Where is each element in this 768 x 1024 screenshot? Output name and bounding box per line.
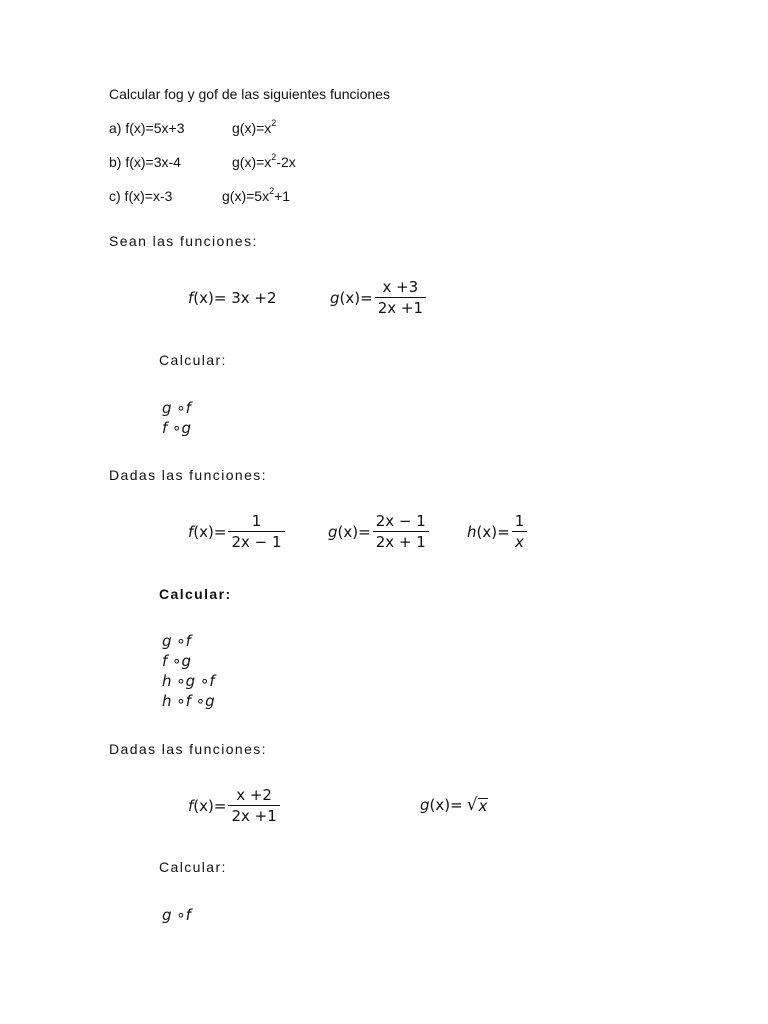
composition-item: h ∘g ∘f [162, 672, 215, 690]
composition-item: g ∘f [162, 632, 191, 650]
section2-g-fraction: $\frac{2x - 1}{2x + 1}$ [373, 512, 429, 551]
section3-heading: Dadas las funciones: [109, 741, 267, 757]
radical-icon: √ [466, 794, 478, 815]
section1-g-formula: g (x) = $\frac{x +3}{2x +1}$ [330, 278, 428, 317]
section2-f-formula: f (x) = $\frac{1}{2x - 1}$ [188, 512, 287, 551]
section1-f-formula: f (x) = 3x +2 [188, 289, 277, 307]
problem-a-g: $g(x)=x^2$ [232, 118, 277, 136]
problem-b-f: b) f(x)=3x-4 [109, 154, 181, 170]
section1-g-fraction: $\frac{x +3}{2x +1}$ [375, 278, 426, 317]
problem-c-g: $g(x)=5x^2+1$ [222, 186, 291, 204]
section1-compositions [162, 398, 191, 438]
section3-f-formula: f (x) = $\frac{x +2}{2x +1}$ [188, 786, 282, 825]
sqrt-expression: √ x [466, 794, 488, 815]
section3-calc-label: Calcular: [159, 859, 227, 875]
section3-compositions [162, 905, 191, 925]
section3-g-formula: g (x) = √ x [420, 794, 488, 815]
composition-item: g ∘f [162, 906, 191, 924]
composition-item: g ∘f [162, 399, 191, 417]
problem-c-f: c) f(x)=x-3 [109, 188, 173, 204]
section2-f-fraction: $\frac{1}{2x - 1}$ [228, 512, 284, 551]
section1-calc-label: Calcular: [159, 352, 227, 368]
problem-b-g: $g(x)=x^2-2x$ [232, 152, 296, 170]
section2-calc-label: Calcular: [159, 586, 232, 602]
page-title: Calcular fog y gof de las siguientes funciones [109, 86, 390, 102]
composition-item: h ∘f ∘g [162, 692, 215, 710]
section2-compositions [162, 631, 215, 711]
section2-g-formula: g (x) = $\frac{2x - 1}{2x + 1}$ [328, 512, 431, 551]
section2-h-fraction: $\frac{1}{x}$ [512, 512, 528, 551]
composition-item: f ∘g [162, 419, 191, 437]
section1-heading: Sean las funciones: [109, 233, 258, 249]
problem-a-f: a) f(x)=5x+3 [109, 120, 185, 136]
section3-f-fraction: $\frac{x +2}{2x +1}$ [228, 786, 279, 825]
composition-item: f ∘g [162, 652, 191, 670]
section2-heading: Dadas las funciones: [109, 467, 267, 483]
section2-h-formula: h (x) = $\frac{1}{x}$ [467, 512, 529, 551]
